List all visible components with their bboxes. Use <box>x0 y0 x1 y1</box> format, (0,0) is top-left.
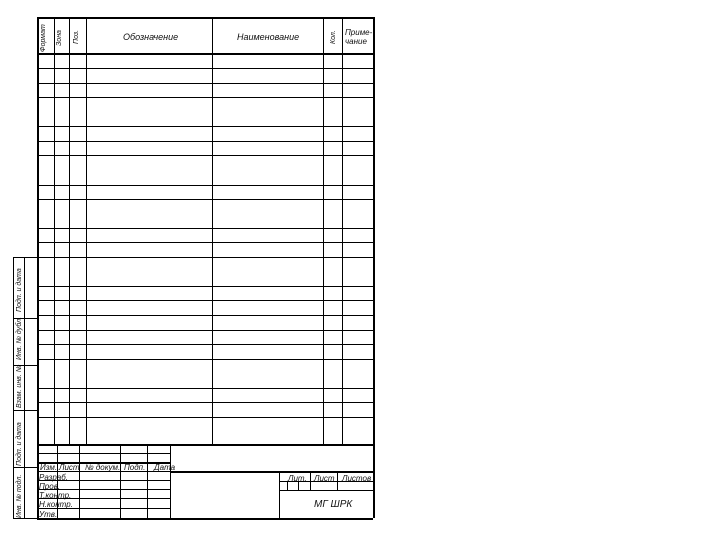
title-block-row-line <box>37 480 170 481</box>
title-block-column-line <box>147 444 148 518</box>
side-label-inv-dubl: Инв. № дубл. <box>16 316 23 360</box>
table-column-line <box>69 17 70 444</box>
table-row-line <box>37 83 373 84</box>
title-block-lit-line <box>279 481 373 482</box>
header-note-line1: Приме- <box>345 28 373 37</box>
header-designation: Обозначение <box>123 32 179 42</box>
frame-right <box>373 17 375 518</box>
table-column-line <box>54 17 55 444</box>
tb-col-doc: № докум. <box>85 463 121 472</box>
table-row-line <box>37 199 373 200</box>
title-block-right-top-line <box>170 471 373 473</box>
title-block-lit-cell <box>287 481 288 490</box>
title-block-sheet-col <box>337 471 338 490</box>
title-block-column-line <box>79 444 80 518</box>
tb-col-sign: Подп. <box>124 463 146 472</box>
frame-left <box>37 17 39 518</box>
title-block-lit-cell <box>298 481 299 490</box>
table-row-line <box>37 344 373 345</box>
header-note-line2: чание <box>345 37 367 46</box>
table-column-line <box>212 17 213 444</box>
side-label-vzam-inv: Взам. инв. № <box>16 364 23 408</box>
table-bottom-line <box>37 444 373 446</box>
side-label-sign-date-1: Подп. и дата <box>16 268 23 312</box>
tb-col-izm: Изм. <box>40 463 58 472</box>
tb-prov: Пров. <box>39 482 61 491</box>
title-block-row-line <box>37 498 170 499</box>
table-column-line <box>342 17 343 444</box>
table-row-line <box>37 402 373 403</box>
side-box-line <box>13 318 37 319</box>
side-box-line <box>13 365 37 366</box>
table-row-line <box>37 228 373 229</box>
title-block-column-line <box>57 444 58 518</box>
side-box-line <box>13 467 37 468</box>
title-block-column-line <box>170 444 171 518</box>
table-row-line <box>37 286 373 287</box>
table-row-line <box>37 257 373 258</box>
table-row-line <box>37 359 373 360</box>
table-row-line <box>37 330 373 331</box>
frame-bottom <box>37 518 373 520</box>
tb-col-date: Дата <box>154 463 176 472</box>
header-qty: Кол. <box>330 30 337 44</box>
table-row-line <box>37 300 373 301</box>
side-label-sign-date-2: Подп. и дата <box>16 422 23 466</box>
table-row-line <box>37 242 373 243</box>
title-block-lit-col <box>310 471 311 490</box>
tb-org: МГ ШРК <box>314 499 353 510</box>
title-block-lit-values-line <box>279 490 373 491</box>
title-block-right-divider <box>279 471 280 518</box>
tb-sheets: Листов <box>342 474 372 483</box>
side-box-line <box>13 518 37 519</box>
header-name: Наименование <box>237 32 300 42</box>
title-block-row-line <box>37 508 170 509</box>
tb-sheet: Лист <box>314 474 335 483</box>
tb-col-list: Лист <box>59 463 80 472</box>
tb-razrab: Разраб. <box>39 473 68 482</box>
tb-lit: Лит. <box>288 474 307 483</box>
header-zone: Зона <box>56 30 63 46</box>
table-row-line <box>37 417 373 418</box>
side-label-inv-orig: Инв. № подл. <box>16 474 23 518</box>
side-box-line <box>13 257 37 258</box>
table-row-line <box>37 388 373 389</box>
side-box-inner-line <box>24 257 25 518</box>
tb-nkontr: Н.контр. <box>39 500 73 509</box>
table-column-line <box>86 17 87 444</box>
header-bottom-line <box>37 53 373 55</box>
tb-utv: Утв. <box>39 510 58 519</box>
table-row-line <box>37 185 373 186</box>
header-format: Формат <box>40 24 47 52</box>
table-row-line <box>37 126 373 127</box>
side-box-line <box>13 410 37 411</box>
table-row-line <box>37 97 373 98</box>
side-frame-left <box>13 257 14 518</box>
title-block-row-line <box>37 489 170 490</box>
table-row-line <box>37 315 373 316</box>
tb-tkontr: Т.контр. <box>39 491 72 500</box>
table-column-line <box>323 17 324 444</box>
header-pos: Поз. <box>73 29 80 44</box>
title-block-column-line <box>120 444 121 518</box>
title-block-row-line <box>37 453 170 454</box>
table-row-line <box>37 141 373 142</box>
table-row-line <box>37 68 373 69</box>
table-row-line <box>37 155 373 156</box>
title-block-row-line <box>37 471 170 472</box>
title-block-header-line <box>37 462 170 464</box>
